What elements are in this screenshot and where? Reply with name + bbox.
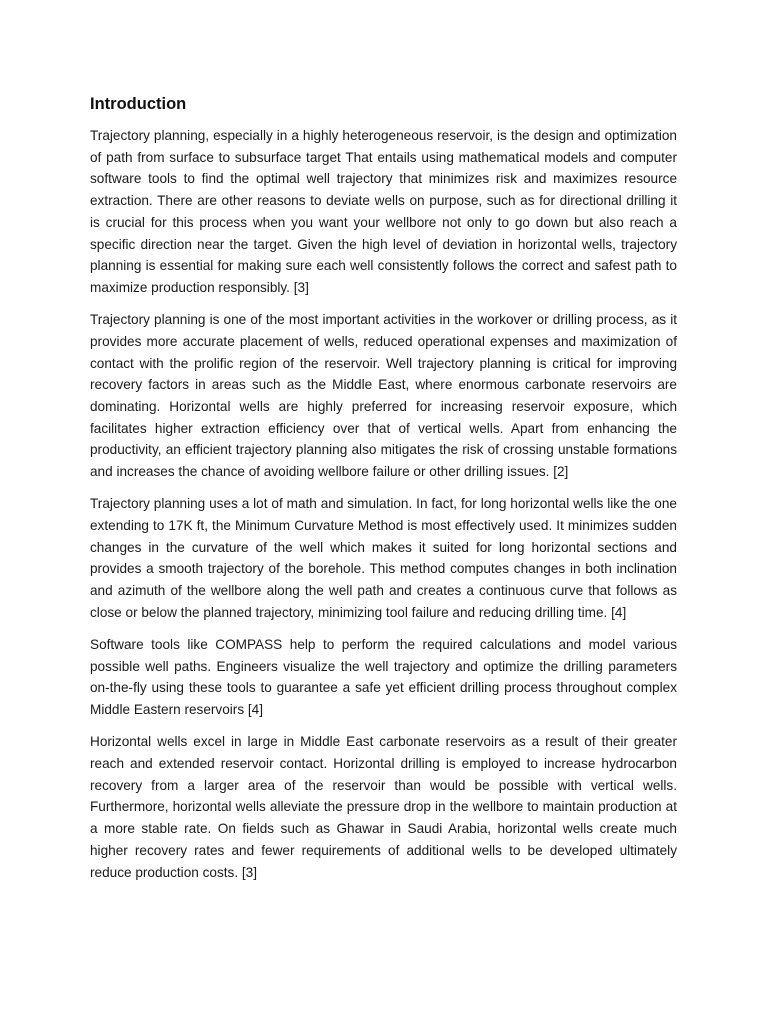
paragraph-2: Trajectory planning is one of the most important activities in the workover or drilling process, as it provides more accurate placement of wells, reduced operational expenses and maximization of contact with the prolific region of the reservoir. Well trajectory planning is critical for improving recovery factors in areas such as the Middle East, where enormous carbonate reservoirs are dominating. Horizontal wells are highly preferred for increasing reservoir exposure, which facilitates higher extraction efficiency over that of vertical wells. Apart from enhancing the productivity, an efficient trajectory planning also mitigates the risk of crossing unstable formations and increases the chance of avoiding wellbore failure or other drilling issues. [2]	[90, 312, 677, 480]
section-heading: Introduction	[90, 95, 187, 113]
document-body	[90, 93, 677, 894]
paragraph-5: Horizontal wells excel in large in Middle East carbonate reservoirs as a result of their greater reach and extended reservoir contact. Horizontal drilling is employed to increase hydrocarbon recovery from a larger area of the reservoir than would be possible with vertical wells. Furthermore, horizontal wells alleviate the pressure drop in the wellbore to maintain production at a more stable rate. On fields such as Ghawar in Saudi Arabia, horizontal wells create much higher recovery rates and fewer requirements of additional wells to be developed ultimately reduce production costs. [3]	[90, 734, 677, 880]
paragraph-1: Trajectory planning, especially in a highly heterogeneous reservoir, is the design and optimization of path from surface to subsurface target That entails using mathematical models and computer software tools to find the optimal well trajectory that minimizes risk and maximizes resource extraction. There are other reasons to deviate wells on purpose, such as for directional drilling it is crucial for this process when you want your wellbore not only to go down but also reach a specific direction near the target. Given the high level of deviation in horizontal wells, trajectory planning is essential for making sure each well consistently follows the correct and safest path to maximize production responsibly. [3]	[90, 128, 677, 295]
paragraph-3: Trajectory planning uses a lot of math and simulation. In fact, for long horizontal wells like the one extending to 17K ft, the Minimum Curvature Method is most effectively used. It minimizes sudden changes in the curvature of the well which makes it suited for long horizontal sections and provides a smooth trajectory of the borehole. This method computes changes in both inclination and azimuth of the wellbore along the well path and creates a continuous curve that follows as close or below the planned trajectory, minimizing tool failure and reducing drilling time. [4]	[90, 496, 677, 620]
paragraph-4: Software tools like COMPASS help to perform the required calculations and model various possible well paths. Engineers visualize the well trajectory and optimize the drilling parameters on-the-fly using these tools to guarantee a safe yet efficient drilling process throughout complex Middle Eastern reservoirs [4]	[90, 636, 677, 718]
